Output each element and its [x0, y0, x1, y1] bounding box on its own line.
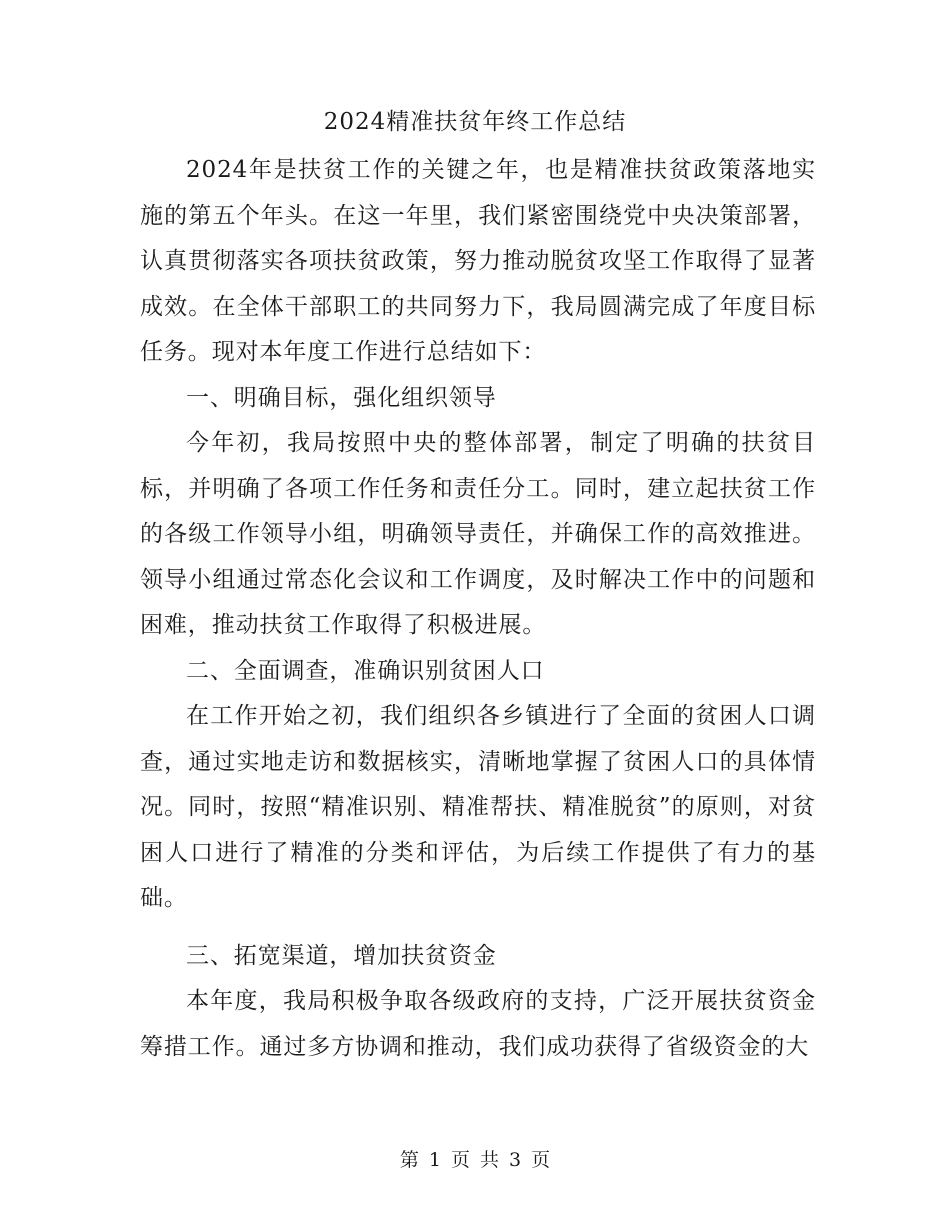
section-heading-2: 二、全面调查，准确识别贫困人口	[186, 657, 545, 684]
section-paragraph-1: 今年初，我局按照中央的整体部署，制定了明确的扶贫目标，并明确了各项工作任务和责任分工。同时，建立起扶贫工作的各级工作领导小组，明确领导责任，并确保工作的高效推进。领导小组通过常态化会议和工作调度，及时解决工作中的问题和困难，推动扶贫工作取得了积极进展。	[140, 430, 816, 638]
section-paragraph-3: 本年度，我局积极争取各级政府的支持，广泛开展扶贫资金筹措工作。通过多方协调和推动，我们成功获得了省级资金的大	[140, 988, 816, 1060]
section-heading-1: 一、明确目标，强化组织领导	[186, 384, 497, 411]
intro-paragraph: 2024年是扶贫工作的关键之年，也是精准扶贫政策落地实施的第五个年头。在这一年里，我们紧密围绕党中央决策部署，认真贯彻落实各项扶贫政策，努力推动脱贫攻坚工作取得了显著成效。在全体干部职工的共同努力下，我局圆满完成了年度目标任务。现对本年度工作进行总结如下：	[140, 157, 816, 365]
section-gap	[140, 922, 816, 934]
page-number-footer: 第 1 页 共 3 页	[399, 1149, 551, 1171]
section-heading-3: 三、拓宽渠道，增加扶贫资金	[186, 942, 497, 969]
document-title: 2024精准扶贫年终工作总结	[323, 109, 627, 135]
document-body	[140, 148, 816, 1070]
section-paragraph-2: 在工作开始之初，我们组织各乡镇进行了全面的贫困人口调查，通过实地走访和数据核实，清晰地掌握了贫困人口的具体情况。同时，按照“精准识别、精准帮扶、精准脱贫”的原则，对贫困人口进行了精准的分类和评估，为后续工作提供了有力的基础。	[140, 703, 816, 911]
